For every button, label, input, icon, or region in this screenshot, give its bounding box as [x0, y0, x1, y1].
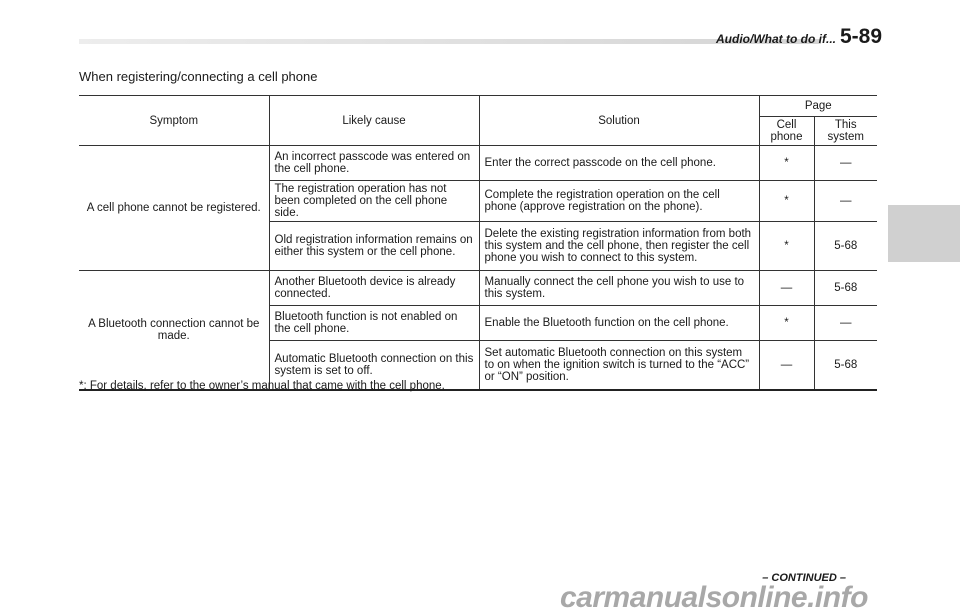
solution-cell: Delete the existing registration information from both this system and the cell phone, then register the cell phone you wish to connect to this system.: [479, 222, 759, 271]
page-cell-phone: *: [759, 306, 814, 341]
chapter-side-tab: [888, 205, 960, 262]
page-this-system: 5-68: [814, 271, 877, 306]
cause-cell: Bluetooth function is not enabled on the cell phone.: [269, 306, 479, 341]
watermark-logo: carmanualsonline.info: [560, 581, 868, 614]
cause-cell: Another Bluetooth device is already connected.: [269, 271, 479, 306]
header-this-system: This system: [814, 117, 877, 146]
page-this-system: —: [814, 146, 877, 181]
cause-cell: Automatic Bluetooth connection on this system is set to off.: [269, 341, 479, 391]
page-this-system: 5-68: [814, 222, 877, 271]
continued-label: – CONTINUED –: [762, 572, 846, 584]
cause-cell: An incorrect passcode was entered on the cell phone.: [269, 146, 479, 181]
troubleshooting-table: [79, 95, 877, 391]
page-this-system: —: [814, 181, 877, 222]
page-cell-phone: *: [759, 146, 814, 181]
header-cell-phone: Cell phone: [759, 117, 814, 146]
solution-cell: Enable the Bluetooth function on the cell phone.: [479, 306, 759, 341]
symptom-cell: A cell phone cannot be registered.: [79, 146, 269, 271]
table-row: [79, 146, 877, 181]
table-row: [79, 271, 877, 306]
header-section-title: Audio/What to do if...: [716, 32, 836, 46]
header-page: Page: [759, 96, 877, 117]
symptom-cell: A Bluetooth connection cannot be made.: [79, 271, 269, 391]
page-cell-phone: —: [759, 341, 814, 391]
solution-cell: Set automatic Bluetooth connection on this system to on when the ignition switch is turned to the “ACC” or “ON” position.: [479, 341, 759, 391]
cause-cell: The registration operation has not been completed on the cell phone side.: [269, 181, 479, 222]
cause-cell: Old registration information remains on either this system or the cell phone.: [269, 222, 479, 271]
section-title: When registering/connecting a cell phone: [79, 69, 318, 84]
header-solution: Solution: [479, 96, 759, 146]
page-cell-phone: —: [759, 271, 814, 306]
page-cell-phone: *: [759, 181, 814, 222]
solution-cell: Manually connect the cell phone you wish to use to this system.: [479, 271, 759, 306]
footnote: *: For details, refer to the owner’s manual that came with the cell phone.: [79, 380, 445, 392]
page-cell-phone: *: [759, 222, 814, 271]
header-likely-cause: Likely cause: [269, 96, 479, 146]
solution-cell: Enter the correct passcode on the cell phone.: [479, 146, 759, 181]
page-this-system: 5-68: [814, 341, 877, 391]
solution-cell: Complete the registration operation on the cell phone (approve registration on the phone).: [479, 181, 759, 222]
page-number: 5-89: [840, 25, 883, 48]
header-symptom: Symptom: [79, 96, 269, 146]
page-this-system: —: [814, 306, 877, 341]
